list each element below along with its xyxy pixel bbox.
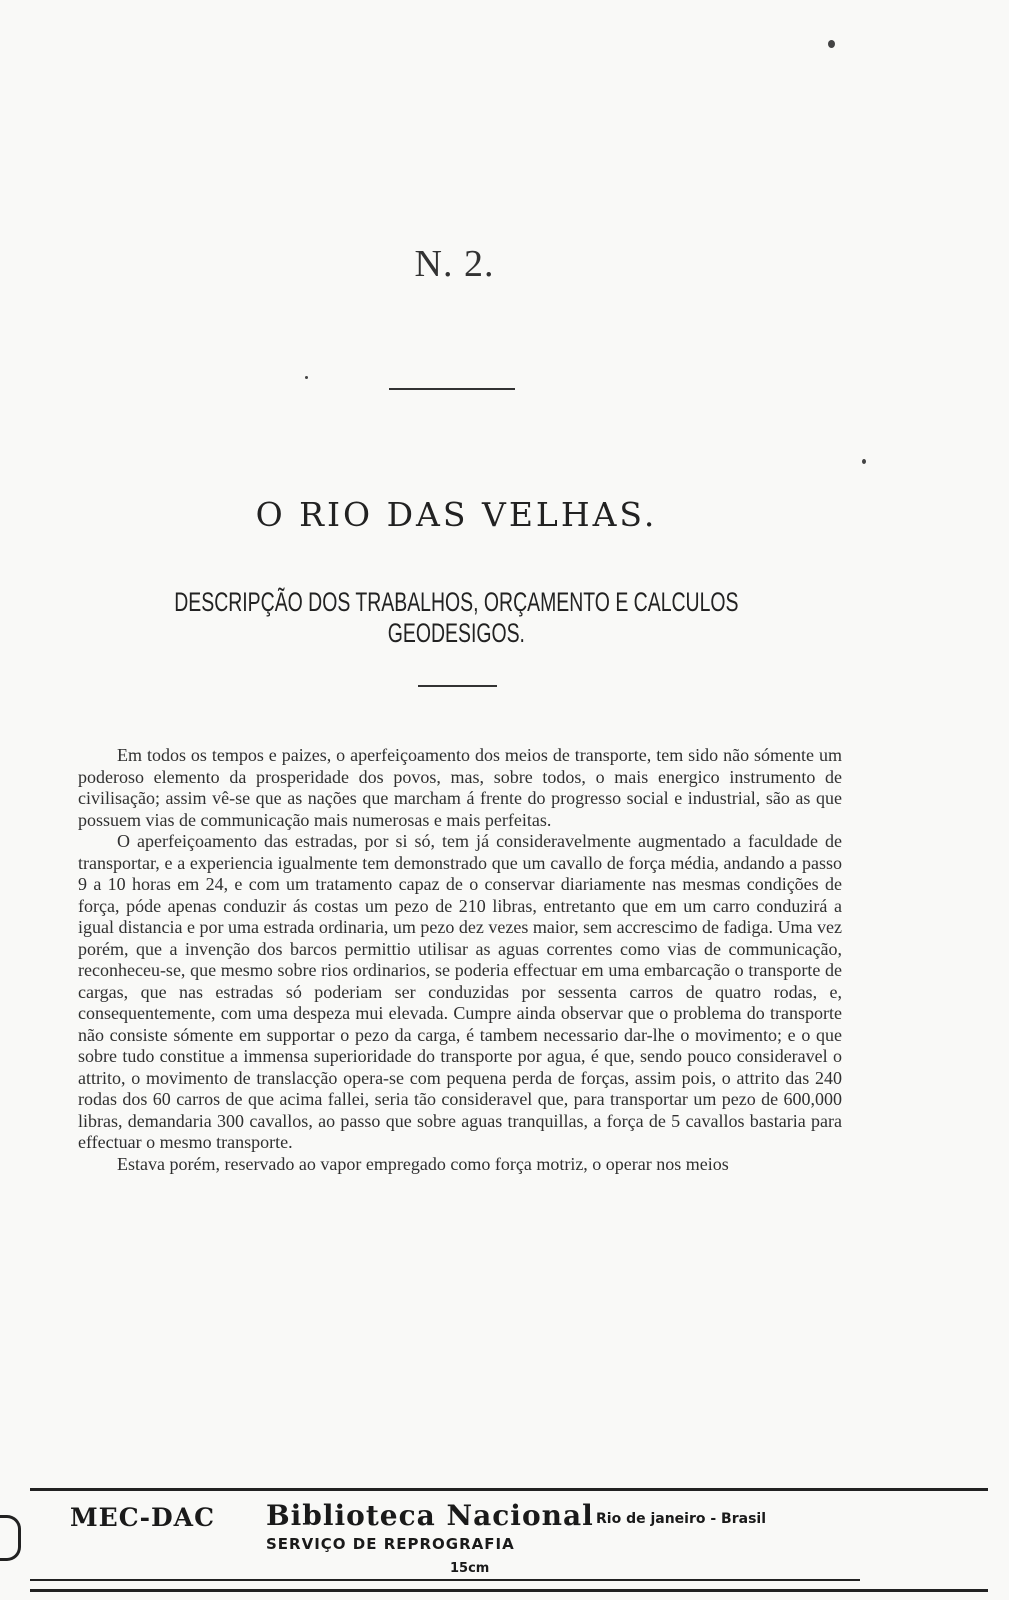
- bracket-mark: [0, 1515, 21, 1561]
- ink-speck: [862, 459, 866, 464]
- reproduction-stamp: [30, 1488, 988, 1592]
- section-number: N. 2.: [414, 243, 495, 285]
- paragraph: O aperfeiçoamento das estradas, por si só, tem já consideravelmente augmentado a faculdade de transportar, e a experiencia igualmente tem demonstrado que um cavallo de força média, andando a passo 9 a 10 horas em 24, e com um tratamento capaz de o conservar diariamente nas mesmas condições de força, póde apenas conduzir ás costas um pezo de 210 libras, entretanto que em um carro conduzirá a igual distancia e por uma estrada ordinaria, um pezo dez vezes maior, sem accrescimo de fadiga. Uma vez porém, que a invenção dos barcos permittio utilisar as aguas correntes como vias de communicação, reconheceu-se, que mesmo sobre rios ordinarios, se poderia effectuar em uma embarcação o transporte de cargas, que nas estradas só poderiam ser conduzidas por sessenta carros de quatro rodas, e, consequentemente, com uma despeza mui elevada. Cumpre ainda observar que o problema do transporte não consiste sómente em supportar o pezo da carga, é tambem necessario dar-lhe o movimento; e o que sobre tudo constitue a immensa superioridade do transporte por agua, é que, sendo pouco consideravel o attrito, o movimento de translacção opera-se com pequena perda de forças, assim pois, o attrito das 240 rodas dos 60 carros de que acima fallei, seria tão consideravel que, para transportar um pezo de 600,000 libras, demandaria 300 cavallos, ao passo que sobre aguas tranquillas, a força de 5 cavallos bastaria para effectuar o mesmo transporte.: [78, 831, 842, 1152]
- chapter-title: O RIO DAS VELHAS.: [255, 495, 658, 534]
- stamp-service: SERVIÇO DE REPROGRAFIA: [266, 1535, 515, 1553]
- stamp-org: MEC-DAC: [70, 1503, 215, 1532]
- stamp-scale: 15cm: [450, 1561, 490, 1576]
- paragraph: Em todos os tempos e paizes, o aperfeiçoamento dos meios de transporte, tem sido não sómente um poderoso elemento da prosperidade dos povos, mas, sobre todos, o mais energico instrumento de civilisação; assim vê-se que as nações que marcham á frente do progresso social e industrial, são as que possuem vias de communicação mais numerosas e mais perfeitas.: [78, 745, 842, 830]
- chapter-subtitle: DESCRIPÇÃO DOS TRABALHOS, ORÇAMENTO E CALCULOS GEODESIGOS.: [174, 587, 739, 648]
- scale-bar: [30, 1579, 860, 1581]
- paragraph: Estava porém, reservado ao vapor empregado como força motriz, o operar nos meios: [117, 1153, 729, 1174]
- ink-speck: [305, 376, 308, 379]
- stamp-location: Rio de janeiro - Brasil: [596, 1511, 767, 1527]
- body-text: [78, 745, 842, 1175]
- ink-speck: [828, 40, 835, 48]
- stamp-library: Biblioteca Nacional: [266, 1499, 594, 1532]
- divider-rule: [418, 685, 497, 687]
- divider-rule: [389, 388, 515, 390]
